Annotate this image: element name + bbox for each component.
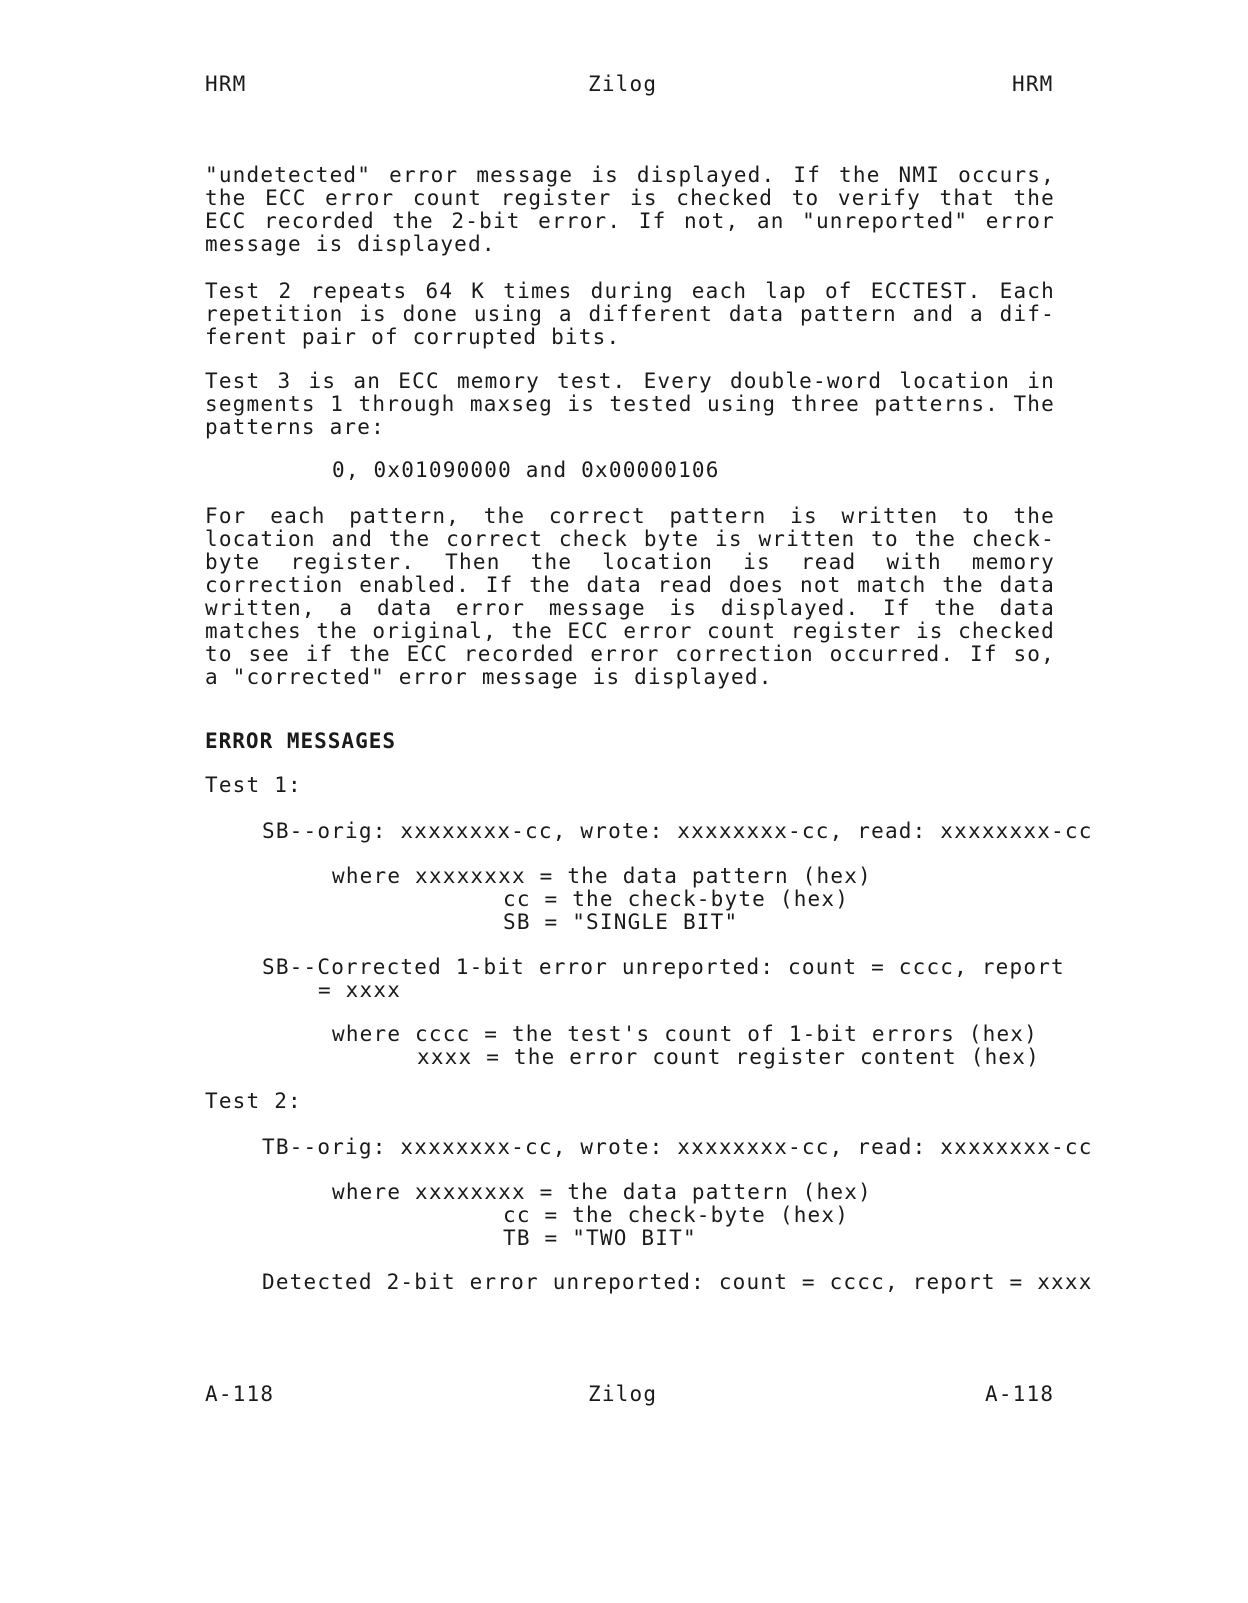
test2-detected-line: Detected 2-bit error unreported: count = cccc, report = xxxx <box>262 1270 1093 1294</box>
header-center: Zilog <box>588 72 658 96</box>
test1-where-register: xxxx = the error count register content (hex) <box>417 1045 1040 1069</box>
test2-orig-line: TB--orig: xxxxxxxx-cc, wrote: xxxxxxxx-cc, read: xxxxxxxx-cc <box>262 1135 1093 1159</box>
test1-orig-line: SB--orig: xxxxxxxx-cc, wrote: xxxxxxxx-cc, read: xxxxxxxx-cc <box>262 819 1093 843</box>
paragraph-each-pattern: For each pattern, the correct pattern is written to the location and the correct check byte is written to the check-byte register. Then the location is read with memory correction enabled. If the data read does not match the data written, a data error message is displayed. If the data matches the original, the ECC error count register is checked to see if the ECC recorded error correction occurred. If so, a "corrected" error message is displayed. <box>205 504 1055 689</box>
paragraph-test2: Test 2 repeats 64 K times during each lap of ECCTEST. Each repetition is done using a different data pattern and a dif-ferent pair of corrupted bits. <box>205 279 1055 349</box>
patterns-line: 0, 0x01090000 and 0x00000106 <box>332 458 720 482</box>
test2-where-checkbyte: cc = the check-byte (hex) <box>503 1203 850 1227</box>
footer-center: Zilog <box>588 1382 658 1406</box>
test1-where-data: where xxxxxxxx = the data pattern (hex) <box>332 864 872 888</box>
test1-where-count: where cccc = the test's count of 1-bit errors (hex) <box>332 1022 1038 1046</box>
header-right: HRM <box>1012 72 1054 96</box>
test1-label: Test 1: <box>205 773 302 797</box>
test1-where-checkbyte: cc = the check-byte (hex) <box>503 887 850 911</box>
test2-where-tb: TB = "TWO BIT" <box>503 1226 697 1250</box>
error-messages-heading: ERROR MESSAGES <box>205 729 397 753</box>
test1-corrected-line: SB--Corrected 1-bit error unreported: count = cccc, report <box>262 955 1065 979</box>
test1-corrected-line-cont: = xxxx <box>318 978 402 1002</box>
test1-where-sb: SB = "SINGLE BIT" <box>503 910 739 934</box>
header-left: HRM <box>205 72 247 96</box>
footer-right: A-118 <box>985 1382 1055 1406</box>
test2-label: Test 2: <box>205 1089 302 1113</box>
test2-where-data: where xxxxxxxx = the data pattern (hex) <box>332 1180 872 1204</box>
paragraph-test3: Test 3 is an ECC memory test. Every double-word location in segments 1 through maxseg is tested using three patterns. The patterns are: <box>205 369 1055 439</box>
footer-left: A-118 <box>205 1382 275 1406</box>
paragraph-undetected: "undetected" error message is displayed. If the NMI occurs, the ECC error count register is checked to verify that the ECC recorded the 2-bit error. If not, an "unreported" error message is displayed. <box>205 163 1055 256</box>
